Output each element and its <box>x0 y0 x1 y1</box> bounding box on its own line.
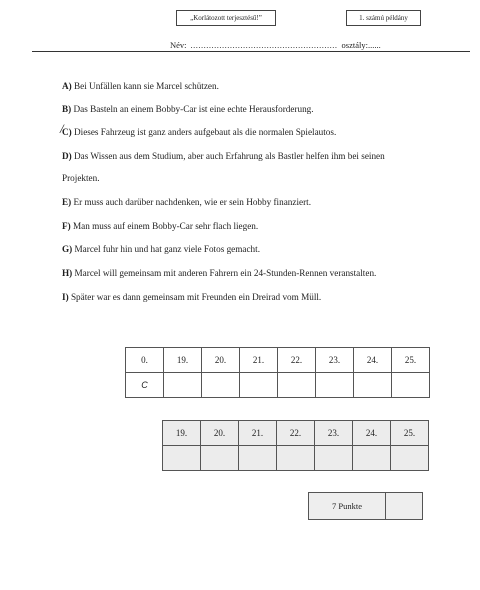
statement-h <box>62 267 376 279</box>
statement-c <box>60 121 337 138</box>
statement-text: Das Wissen aus dem Studium, aber auch Erfahrung als Bastler helfen ihm bei seinen <box>74 151 385 161</box>
scoring-table-score-row <box>163 446 429 471</box>
question-number: 20. <box>201 421 239 446</box>
question-number: 21. <box>239 421 277 446</box>
statement-letter: E) <box>62 197 72 207</box>
answer-table <box>125 347 430 398</box>
scoring-table <box>162 420 429 471</box>
copy-number-label: 1. számú példány <box>359 14 408 22</box>
restricted-distribution-box <box>176 10 276 26</box>
answer-table-answer-row <box>126 373 430 398</box>
name-class-line <box>170 40 425 50</box>
question-number: 23. <box>316 348 354 373</box>
question-number: 20. <box>202 348 240 373</box>
answer-cell[interactable] <box>392 373 430 398</box>
question-number: 23. <box>315 421 353 446</box>
question-number: 22. <box>278 348 316 373</box>
question-number: 21. <box>240 348 278 373</box>
scoring-table-header-row <box>163 421 429 446</box>
statement-text: Er muss auch darüber nachdenken, wie er sein Hobby finanziert. <box>73 197 311 207</box>
name-field[interactable]: ........................................................ <box>190 40 338 50</box>
statement-text: Man muss auf einem Bobby-Car sehr flach liegen. <box>72 221 259 231</box>
answer-table-header-row <box>126 348 430 373</box>
crossed-out-letter <box>60 121 72 138</box>
restricted-distribution-label: „Korlátozott terjesztésű!” <box>190 14 262 22</box>
statement-letter: I) <box>62 292 69 302</box>
name-label: Név: <box>170 40 187 50</box>
score-cell[interactable] <box>315 446 353 471</box>
points-score-cell[interactable] <box>386 493 423 520</box>
score-cell[interactable] <box>163 446 201 471</box>
question-number: 19. <box>163 421 201 446</box>
answer-cell[interactable] <box>354 373 392 398</box>
statement-text: Später war es dann gemeinsam mit Freunden ein Dreirad vom Müll. <box>70 292 322 302</box>
score-cell[interactable] <box>391 446 429 471</box>
question-number: 22. <box>277 421 315 446</box>
copy-number-box <box>346 10 421 26</box>
question-number: 0. <box>126 348 164 373</box>
statement-i <box>62 291 321 303</box>
answer-cell[interactable] <box>316 373 354 398</box>
score-cell[interactable] <box>239 446 277 471</box>
statement-letter: C) <box>62 127 72 137</box>
points-box <box>308 492 423 520</box>
answer-cell[interactable] <box>240 373 278 398</box>
statement-letter: F) <box>62 221 71 231</box>
statement-b <box>62 103 314 115</box>
cross-out-mark: / <box>60 121 64 136</box>
question-number: 24. <box>354 348 392 373</box>
statement-letter: G) <box>62 244 73 254</box>
statement-a <box>62 80 219 92</box>
class-field[interactable]: osztály:...... <box>341 40 381 50</box>
points-label: 7 Punkte <box>309 493 386 520</box>
statement-f <box>62 220 258 232</box>
statement-letter: B) <box>62 104 72 114</box>
statement-e <box>62 196 311 208</box>
score-cell[interactable] <box>277 446 315 471</box>
question-number: 19. <box>164 348 202 373</box>
score-cell[interactable] <box>201 446 239 471</box>
question-number: 24. <box>353 421 391 446</box>
statement-letter: H) <box>62 268 73 278</box>
header-divider <box>32 51 470 52</box>
statement-d <box>62 150 385 162</box>
statement-text: Marcel will gemeinsam mit anderen Fahrern ein 24-Stunden-Rennen veranstalten. <box>74 268 377 278</box>
statement-text: Dieses Fahrzeug ist ganz anders aufgebaut als die normalen Spielautos. <box>74 127 337 137</box>
score-cell[interactable] <box>353 446 391 471</box>
statement-letter: D) <box>62 151 72 161</box>
answer-cell[interactable] <box>278 373 316 398</box>
example-answer-cell: C <box>126 373 164 398</box>
answer-cell[interactable] <box>164 373 202 398</box>
statement-text: Projekten. <box>62 173 100 183</box>
statement-d-continued <box>62 172 100 184</box>
statement-text: Marcel fuhr hin und hat ganz viele Fotos gemacht. <box>74 244 260 254</box>
statement-letter: A) <box>62 81 72 91</box>
question-number: 25. <box>391 421 429 446</box>
question-number: 25. <box>392 348 430 373</box>
statement-g <box>62 243 260 255</box>
answer-cell[interactable] <box>202 373 240 398</box>
statement-text: Das Basteln an einem Bobby-Car ist eine echte Herausforderung. <box>73 104 314 114</box>
statement-text: Bei Unfällen kann sie Marcel schützen. <box>74 81 219 91</box>
